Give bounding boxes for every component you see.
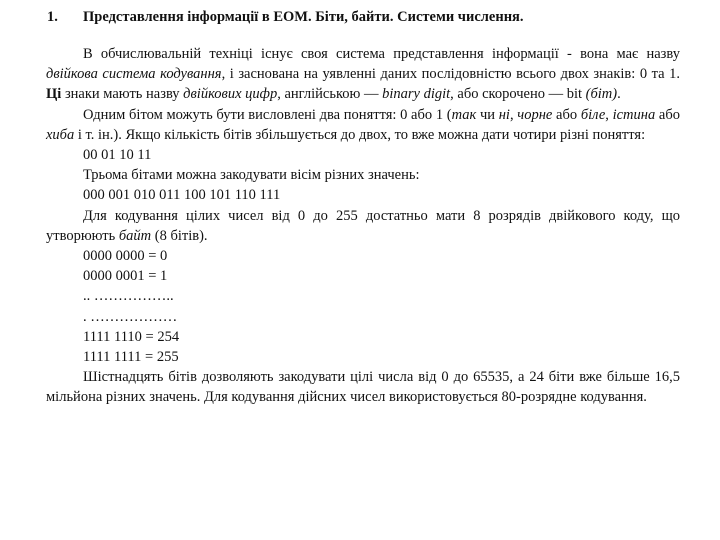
term-white: біле [580, 106, 606, 123]
text-run: В обчислювальній техніці існує своя система представлення інформації - вона має назву [83, 46, 680, 62]
text-run: , або скорочено — bit [450, 86, 586, 103]
text-run: Одним бітом можуть бути висловлені два поняття: 0 або 1 ( [83, 106, 452, 123]
byte-value-line: . ……………… [83, 308, 178, 325]
byte-value-line: 0000 0000 = 0 [83, 248, 168, 265]
text-run: або [655, 106, 680, 123]
text-run: чи [476, 106, 499, 123]
byte-value-line: 1111 1110 = 254 [83, 328, 180, 345]
text-run: знаки мають назву [61, 86, 184, 103]
text-run: або [552, 106, 581, 123]
paragraph-byte [46, 206, 680, 246]
two-bit-values: 00 01 10 11 [83, 147, 152, 164]
term-true: істина [612, 106, 656, 123]
text-run-bold: Ці [46, 86, 62, 103]
term-black: чорне [517, 106, 553, 123]
byte-value-line: 1111 1111 = 255 [83, 349, 179, 366]
paragraph-binary-encoding [46, 44, 680, 105]
text-run: , [509, 106, 518, 123]
text-run: Для кодування цілих чисел від 0 до 255 достатньо мати 8 розрядів двійкового коду, що утворюють [46, 207, 680, 244]
term-byte: байт [118, 227, 152, 244]
document-body [46, 44, 680, 408]
term-binary-encoding: двійкова система кодування [46, 66, 222, 83]
text-run: і т. ін.). Якщо кількість бітів збільшується до двох, то вже можна дати чотири різні поняття: [74, 126, 646, 143]
term-binary-digit-en: binary digit [382, 86, 451, 103]
text-run: , англійською — [277, 86, 383, 103]
section-heading [47, 9, 687, 26]
text-run: (8 бітів). [151, 227, 208, 244]
term-binary-digits: двійкових цифр [183, 86, 278, 103]
text-run: , [605, 106, 613, 123]
three-bit-values: 000 001 010 011 100 101 110 111 [83, 187, 281, 204]
section-number: 1. [47, 9, 58, 25]
byte-value-line: .. …………….. [83, 288, 174, 305]
term-yes: так [451, 106, 477, 123]
term-no: ні [498, 106, 510, 123]
text-run: . [617, 86, 621, 103]
term-false: хиба [46, 126, 75, 143]
section-title: Представлення інформації в ЕОМ. Біти, байти. Системи числення. [83, 9, 524, 25]
paragraph-three-bits: Трьома бітами можна закодувати вісім різних значень: [83, 167, 420, 184]
term-bit: (біт) [585, 86, 618, 103]
text-run: , і заснована на уявленні даних послідовністю всього двох знаків: 0 та 1. [221, 66, 680, 83]
paragraph-sixteen-bits: Шістнадцять бітів дозволяють закодувати цілі числа від 0 до 65535, а 24 біти вже більше 16,5 мільйона різних значень. Для кодування дійсних чисел використовується 80-розрядне кодування. [46, 369, 680, 406]
byte-value-line: 0000 0001 = 1 [83, 268, 168, 285]
paragraph-one-bit [46, 105, 680, 145]
